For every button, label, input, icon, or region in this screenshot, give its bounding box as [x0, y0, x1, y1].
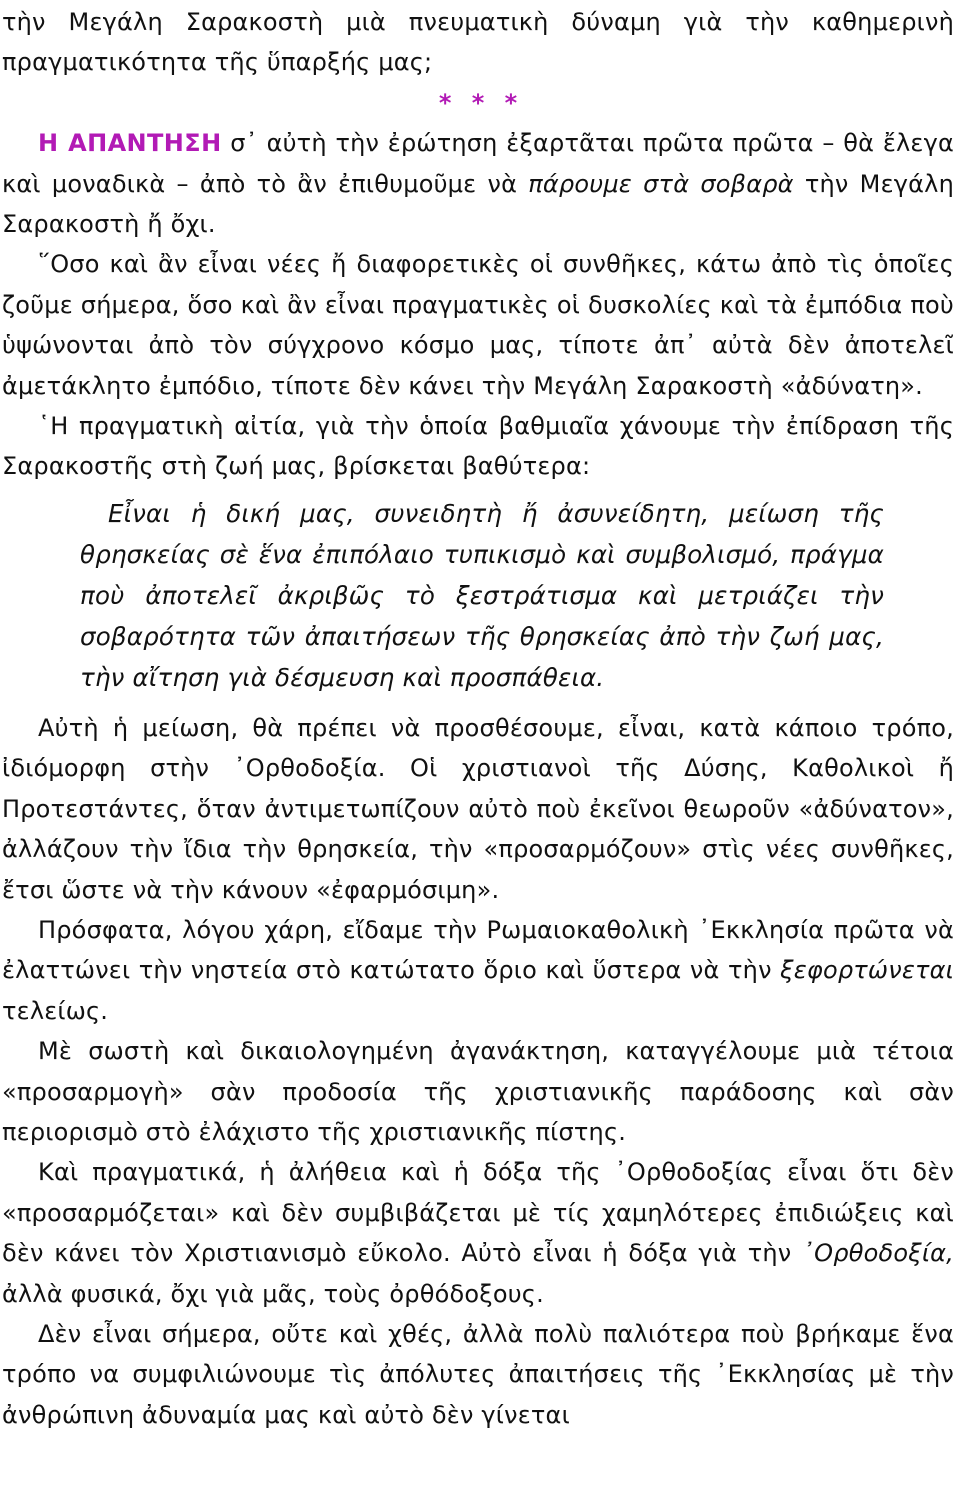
paragraph-long-ago: Δὲν εἶναι σήμερα, οὔτε καὶ χθές, ἀλλὰ πολὺ παλιότερα ποὺ βρήκαμε ἕνα τρόπο να συμφιλιώνουμε τὶς ἀπόλυτες ἀπαιτήσεις τῆς ᾿Εκκλησίας μὲ τὴν ἀνθρώπινη ἀδυναμία μας καὶ αὐτὸ δὲν γίνεται — [2, 1319, 954, 1429]
paragraph-answer — [2, 123, 954, 244]
text-run: Καὶ πραγματικά, ἡ ἀλήθεια καὶ ἡ δόξα τῆς ᾿Ορθοδοξίας εἶναι ὅτι δὲν «προσαρμόζεται» καὶ δὲν συμβιβάζεται μὲ τίς χαμηλότερες ἐπιδιώξεις καὶ δὲν κάνει τὸν Χριστιανισμὸ εὔκολο. Αὐτὸ εἶναι ἡ δόξα γιὰ τὴν — [2, 1158, 954, 1268]
paragraph-truth-glory — [2, 1152, 954, 1314]
paragraph-conditions: ῞Οσο καὶ ἂν εἶναι νέες ἤ διαφορετικὲς οἱ συνθῆκες, κάτω ἀπὸ τὶς ὁποῖες ζοῦμε σήμερα, ὅσο καὶ ἂν εἶναι πραγματικὲς οἱ δυσκολίες καὶ τὰ ἐμπόδια ποὺ ὑψώνονται ἀπὸ τὸν σύγχρονο κόσμο μας, τίποτε ἀπ᾽ αὐτὰ δὲν ἀποτελεῖ ἀμετάκλητο ἐμπόδιο, τίποτε δὲν κάνει τὴν Μεγάλη Σαρακοστὴ «ἀδύνατη». — [2, 250, 954, 400]
paragraph-intro: τὴν Μεγάλη Σαρακοστὴ μιὰ πνευματικὴ δύναμη γιὰ τὴν καθημερινὴ πραγματικότητα τῆς ὕπαρξής μας; — [2, 8, 954, 77]
italic-run: ξεφορτώνεται — [780, 956, 954, 985]
section-separator: * * * — [438, 88, 524, 117]
drop-caps-heading: Η ΑΠΑΝΤΗΣΗ — [38, 129, 222, 158]
text-run: ἀλλὰ φυσικά, ὄχι γιὰ μᾶς, τοὺς ὀρθόδοξους. — [2, 1279, 544, 1308]
paragraph-recently — [2, 910, 954, 1031]
text-run: Πρόσφατα, λόγου χάρη, εἴδαμε τὴν Ρωμαιοκαθολικὴ ᾿Εκκλησία πρῶτα νὰ ἐλαττώνει τὴν νηστεία στὸ κατώτατο ὅριο καὶ ὕστερα νὰ τὴν — [2, 915, 954, 985]
paragraph-indignation: Μὲ σωστὴ καὶ δικαιολογημένη ἀγανάκτηση, καταγγέλουμε μιὰ τέτοια «προσαρμογὴ» σὰν προδοσία τῆς χριστιανικῆς παράδοσης καὶ σὰν περιορισμὸ στὸ ἐλάχιστο τῆς χριστιανικῆς πίστης. — [2, 1037, 954, 1146]
paragraph-real-cause: ῾Η πραγματικὴ αἰτία, γιὰ τὴν ὁποία βαθμιαῖα χάνουμε τὴν ἐπίδραση τῆς Σαρακοστῆς στὴ ζωή μας, βρίσκεται βαθύτερα: — [2, 412, 954, 481]
italic-run: πάρουμε στὰ σοβαρὰ — [528, 169, 794, 198]
block-quote: Εἶναι ἡ δική μας, συνειδητὴ ἤ ἀσυνείδητη, μείωση τῆς θρησκείας σὲ ἕνα ἐπιπόλαιο τυπικισμὸ καὶ συμβολισμό, πράγμα ποὺ ἀποτελεῖ ἀκριβῶς τὸ ξεστράτισμα καὶ μετριάζει τὴν σοβαρότητα τῶν ἀπαιτήσεων τῆς θρησκείας ἀπὸ τὴν ζωή μας, τὴν αἴτηση γιὰ δέσμευση καὶ προσπάθεια. — [80, 498, 884, 692]
text-run: τελείως. — [2, 996, 109, 1025]
text-run: σ᾽ αὐτὴ τὴν ἐρώτηση ἐξαρτᾶται πρῶτα πρῶτα – θὰ ἔλεγα καὶ μοναδικὰ – ἀπὸ τὸ ἂν ἐπιθυμοῦμε νὰ — [2, 129, 954, 198]
paragraph-reduction: Αὐτὴ ἡ μείωση, θὰ πρέπει νὰ προσθέσουμε, εἶναι, κατὰ κάποιο τρόπο, ἰδιόμορφη στὴν ᾿Ορθοδοξία. Οἱ χριστιανοὶ τῆς Δύσης, Καθολικοὶ ἤ Προτεστάντες, ὅταν ἀντιμετωπίζουν αὐτὸ ποὺ ἐκεῖνοι θεωροῦν «ἀδύνατον», ἀλλάζουν τὴν ἴδια τὴν θρησκεία, τὴν «προσαρμόζουν» στὶς νέες συνθῆκες, ἔτσι ὥστε νὰ τὴν κάνουν «ἐφαρμόσιμη». — [2, 713, 954, 904]
italic-run: ᾿Ορθοδοξία, — [801, 1239, 954, 1268]
text-run: τὴν Μεγάλη Σαρακοστὴ ἤ ὄχι. — [2, 169, 954, 239]
